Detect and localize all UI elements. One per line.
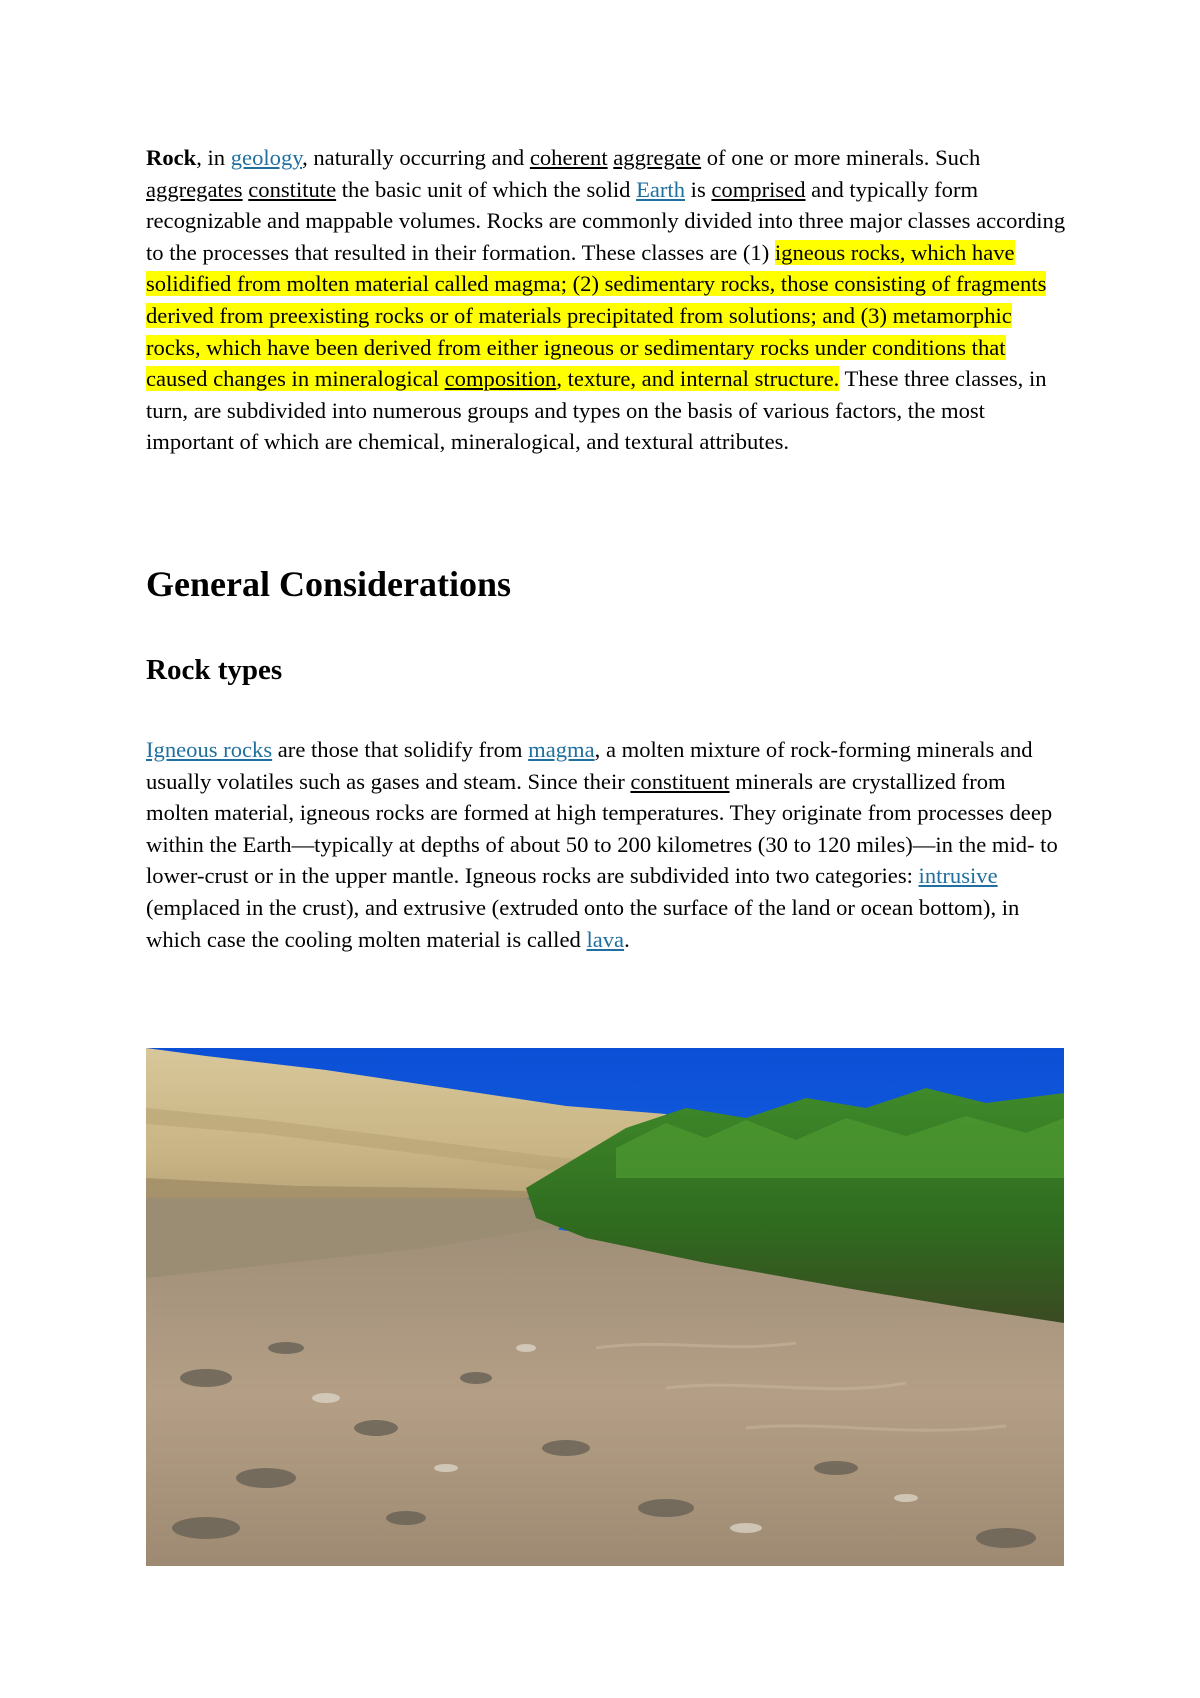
link-lava[interactable]: lava: [586, 926, 625, 952]
term-constitute: constitute: [248, 176, 337, 202]
link-magma[interactable]: magma: [528, 737, 595, 762]
document-page: [146, 142, 1066, 952]
term-aggregates: aggregates: [146, 176, 243, 202]
subsection-heading: Rock types: [146, 654, 283, 686]
link-geology[interactable]: geology: [230, 145, 303, 170]
link-earth[interactable]: Earth: [636, 176, 686, 202]
term-rock: Rock: [146, 145, 197, 170]
term-aggregate: aggregate: [613, 145, 702, 170]
link-igneous-rocks[interactable]: Igneous rocks: [146, 737, 273, 762]
term-constituent: constituent: [630, 768, 730, 794]
term-coherent: coherent: [529, 145, 608, 170]
term-comprised: comprised: [711, 176, 806, 202]
highlighted-text: igneous rocks, which have solidified from molten material called magma; (2) sedimentary rocks, those consisting of fragments derived from preexisting rocks or of materials precipitated from solutions; and (3) metamorphic rocks, which have been derived from either igneous or sedimentary rocks under conditions that caused changes in mineralogical composition, texture, and internal structure.: [146, 239, 1047, 392]
section-heading: General Considerations: [146, 564, 511, 604]
link-intrusive[interactable]: intrusive: [918, 863, 998, 889]
term-composition: composition: [444, 366, 557, 392]
river-landscape-photo: [146, 1048, 1064, 1566]
intro-paragraph: Rock, in geology, naturally occurring and coherent aggregate of one or more minerals. Such aggregates constitute the basic unit of which the solid Earth is comprised and typically form recognizable and mappable volumes. Rocks are commonly divided into three major classes according to the processes that resulted in their formation. These classes are (1) igneous rocks, which have solidified from molten material called magma; (2) sedimentary rocks, those consisting of fragments derived from preexisting rocks or of materials precipitated from solutions; and (3) metamorphic rocks, which have been derived from either igneous or sedimentary rocks under conditions that caused changes in mineralogical composition, texture, and internal structure. These three classes, in turn, are subdivided into numerous groups and types on the basis of various factors, the most important of which are chemical, mineralogical, and textural attributes.: [146, 145, 1066, 455]
igneous-paragraph: Igneous rocks are those that solidify from magma, a molten mixture of rock-forming minerals and usually volatiles such as gases and steam. Since their constituent minerals are crystallized from molten material, igneous rocks are formed at high temperatures. They originate from processes deep within the Earth—typically at depths of about 50 to 200 kilometres (30 to 120 miles)—in the mid- to lower-crust or in the upper mantle. Igneous rocks are subdivided into two categories: intrusive (emplaced in the crust), and extrusive (extruded onto the surface of the land or ocean bottom), in which case the cooling molten material is called lava.: [146, 737, 1058, 952]
